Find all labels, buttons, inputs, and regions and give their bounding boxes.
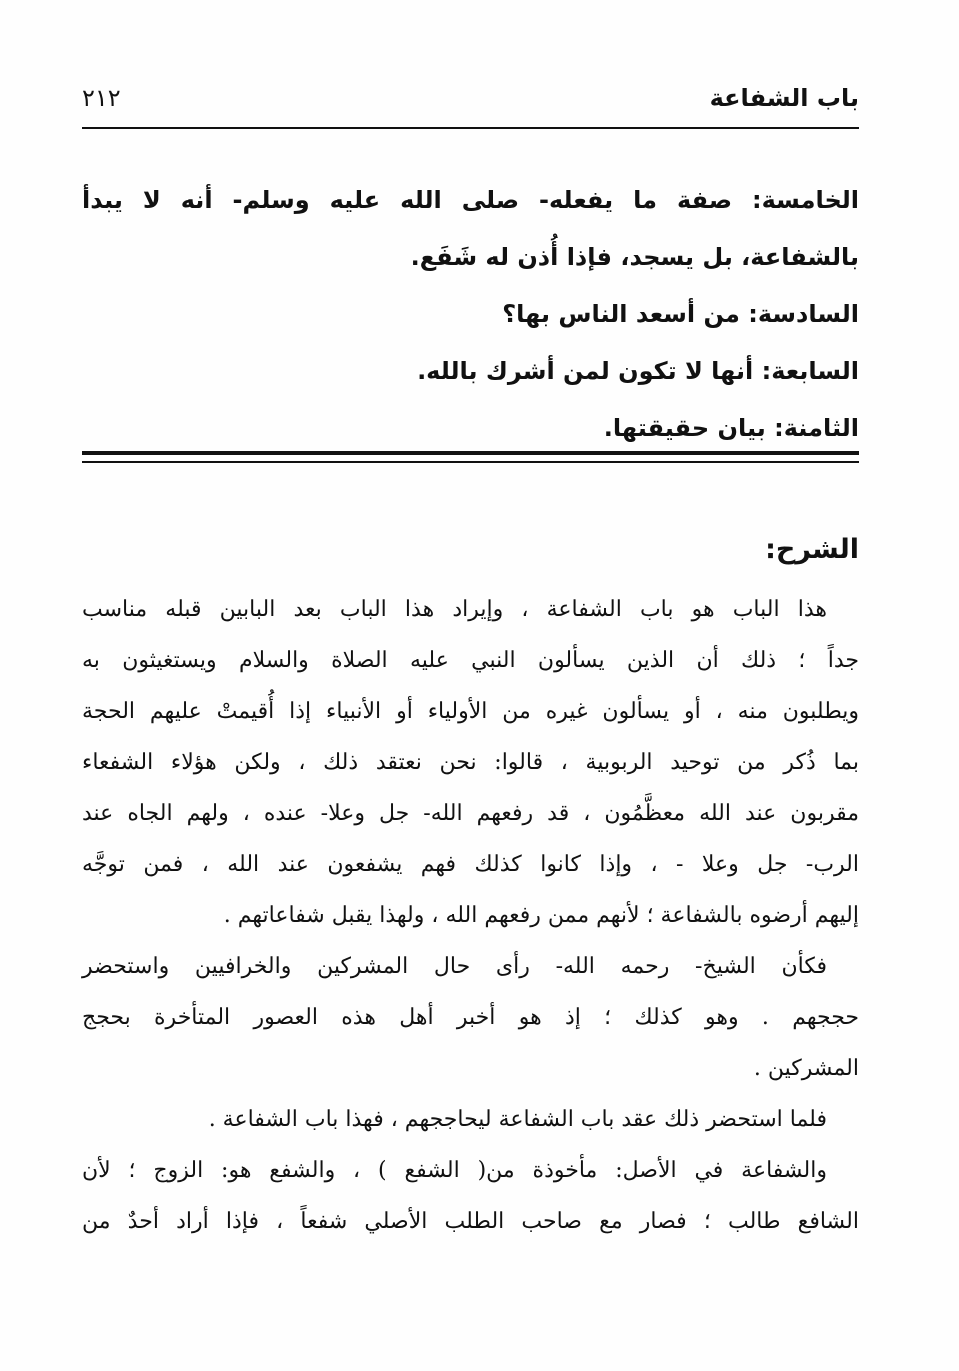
- explanation-line: فلما استحضر ذلك عقد باب الشفاعة ليحاججهم ، فهذا باب الشفاعة .: [208, 1107, 827, 1132]
- explanation-line: بما ذُكر من توحيد الربوبية ، قالوا: نحن نعتقد ذلك ، ولكن هؤلاء الشفعاء: [82, 750, 859, 775]
- running-header: [82, 78, 859, 118]
- issue-line: بالشفاعة، بل يسجد، فإذا أُذن له شَفَع.: [410, 243, 859, 271]
- chapter-title: باب الشفاعة: [709, 84, 859, 112]
- explanation-line: هذا الباب هو باب الشفاعة ، وإيراد هذا الباب بعد البابين قبله مناسب: [82, 597, 827, 622]
- explanation-heading: الشرح:: [765, 534, 859, 565]
- explanation-body: [82, 584, 859, 1247]
- issue-line: الثامنة: بيان حقيقتها.: [603, 414, 859, 442]
- issue-line: السابعة: أنها لا تكون لمن أشرك بالله.: [417, 357, 859, 385]
- section-divider-thin: [82, 461, 859, 463]
- explanation-line: إليهم أرضوه بالشفاعة ؛ لأنهم ممن رفعهم الله ، ولهذا يقبل شفاعاتهم .: [223, 903, 859, 928]
- issues-block: [82, 172, 859, 457]
- explanation-line: فكأن الشيخ- رحمه الله- رأى حال المشركين والخرافيين واستحضر: [82, 954, 827, 979]
- issue-line: السادسة: من أسعد الناس بها؟: [502, 300, 859, 328]
- section-divider-thick: [82, 451, 859, 459]
- explanation-line: الشافع طالب ؛ فصار مع صاحب الطلب الأصلي شفعاً ، فإذا أراد أحدٌ من: [82, 1209, 860, 1234]
- page-number: ٢١٢: [82, 84, 121, 112]
- explanation-line: جداً ؛ ذلك أن الذين يسألون النبي عليه الصلاة والسلام ويستغيثون به: [82, 648, 859, 673]
- explanation-line: الرب- جل وعلا - ، وإذا كانوا كذلك فهم يشفعون عند الله ، فمن توجَّه: [82, 852, 859, 877]
- explanation-line: حججهم . وهو كذلك ؛ إذ هو أخبر أهل هذه العصور المتأخرة بحجج: [82, 1005, 859, 1030]
- explanation-line: المشركين .: [753, 1056, 859, 1081]
- issue-line: الخامسة: صفة ما يفعله- صلى الله عليه وسلم- أنه لا يبدأ: [82, 186, 859, 214]
- explanation-line: ويطلبون منه ، أو يسألون غيره من الأولياء أو الأنبياء إذا أُقيمتْ عليهم الحجة: [82, 699, 859, 724]
- explanation-line: مقربون عند الله معظَّمُون ، قد رفعهم الله- جل وعلا- عنده ، ولهم الجاه عند: [82, 801, 859, 826]
- header-rule: [82, 127, 859, 129]
- explanation-line: والشفاعة في الأصل: مأخوذة من( الشفع ) ، والشفع هو: الزوج ؛ لأن: [82, 1158, 827, 1183]
